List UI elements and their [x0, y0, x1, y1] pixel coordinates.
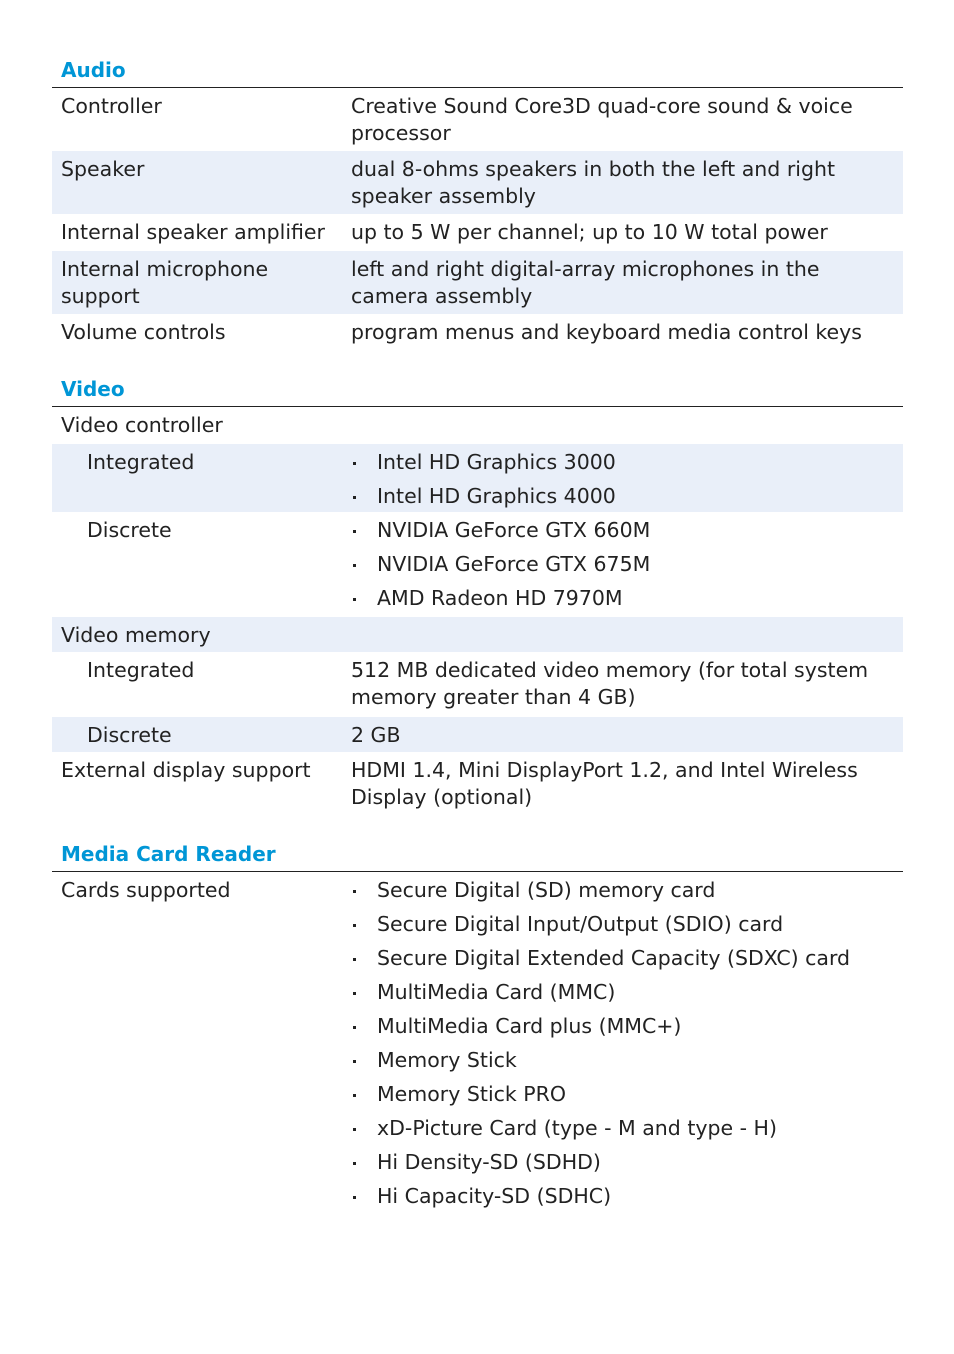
list-item: NVIDIA GeForce GTX 660M: [351, 517, 895, 544]
bullet-list: [351, 877, 895, 1210]
spec-value: [351, 877, 903, 1208]
section-title-video: Video: [61, 377, 125, 401]
table-row: [52, 872, 903, 1212]
table-row: [52, 251, 903, 314]
spec-value: [351, 517, 903, 613]
section-title-media-card-reader: Media Card Reader: [61, 842, 276, 866]
spec-label: Integrated: [87, 450, 195, 474]
bullet-list: [351, 517, 895, 612]
list-item: Intel HD Graphics 3000: [351, 449, 895, 476]
table-row: [52, 151, 903, 214]
table-row: [52, 214, 903, 251]
spec-label: Video controller: [61, 413, 223, 437]
spec-label: Cards supported: [61, 878, 231, 902]
list-item: Hi Capacity-SD (SDHC): [351, 1183, 895, 1210]
table-row: [52, 512, 903, 617]
list-item: AMD Radeon HD 7970M: [351, 585, 895, 612]
spec-label: Video memory: [61, 623, 211, 647]
spec-label: Speaker: [61, 157, 145, 181]
list-item: xD-Picture Card (type - M and type - H): [351, 1115, 895, 1142]
table-row: [52, 752, 903, 815]
list-item: Secure Digital (SD) memory card: [351, 877, 895, 904]
table-row: [52, 717, 903, 752]
spec-label: Integrated: [87, 658, 195, 682]
spec-label: Discrete: [87, 518, 172, 542]
list-item: NVIDIA GeForce GTX 675M: [351, 551, 895, 578]
table-row: [52, 444, 903, 512]
spec-label: Internal speaker amplifier: [61, 220, 325, 244]
table-row: [52, 88, 903, 151]
spec-value: up to 5 W per channel; up to 10 W total power: [351, 220, 828, 244]
spec-value: program menus and keyboard media control keys: [351, 320, 862, 344]
table-row: [52, 652, 903, 717]
list-item: Hi Density-SD (SDHD): [351, 1149, 895, 1176]
table-row: [52, 314, 903, 351]
list-item: Secure Digital Input/Output (SDIO) card: [351, 911, 895, 938]
list-item: Intel HD Graphics 4000: [351, 483, 895, 510]
spec-value: left and right digital-array microphones in the camera assembly: [351, 257, 820, 308]
section-title-audio: Audio: [61, 58, 126, 82]
spec-value: 2 GB: [351, 723, 401, 747]
spec-value: HDMI 1.4, Mini DisplayPort 1.2, and Intel Wireless Display (optional): [351, 758, 858, 809]
spec-label: Volume controls: [61, 320, 226, 344]
spec-label: Internal microphone support: [61, 257, 269, 308]
bullet-list: [351, 449, 895, 510]
spec-label: External display support: [61, 758, 311, 782]
list-item: MultiMedia Card (MMC): [351, 979, 895, 1006]
table-row: [52, 407, 903, 444]
audio-section: [52, 58, 903, 351]
list-item: Secure Digital Extended Capacity (SDXC) card: [351, 945, 895, 972]
media-card-reader-section: [52, 842, 903, 1212]
spec-label: Discrete: [87, 723, 172, 747]
spec-value: dual 8-ohms speakers in both the left and right speaker assembly: [351, 157, 835, 208]
spec-value: [351, 449, 903, 508]
spec-value: [351, 622, 903, 648]
table-row: [52, 617, 903, 652]
spec-value: [351, 412, 903, 440]
spec-value: 512 MB dedicated video memory (for total system memory greater than 4 GB): [351, 658, 869, 709]
spec-value: Creative Sound Core3D quad-core sound & voice processor: [351, 94, 853, 145]
list-item: MultiMedia Card plus (MMC+): [351, 1013, 895, 1040]
spec-label: Controller: [61, 94, 162, 118]
list-item: Memory Stick PRO: [351, 1081, 895, 1108]
video-section: [52, 377, 903, 815]
list-item: Memory Stick: [351, 1047, 895, 1074]
